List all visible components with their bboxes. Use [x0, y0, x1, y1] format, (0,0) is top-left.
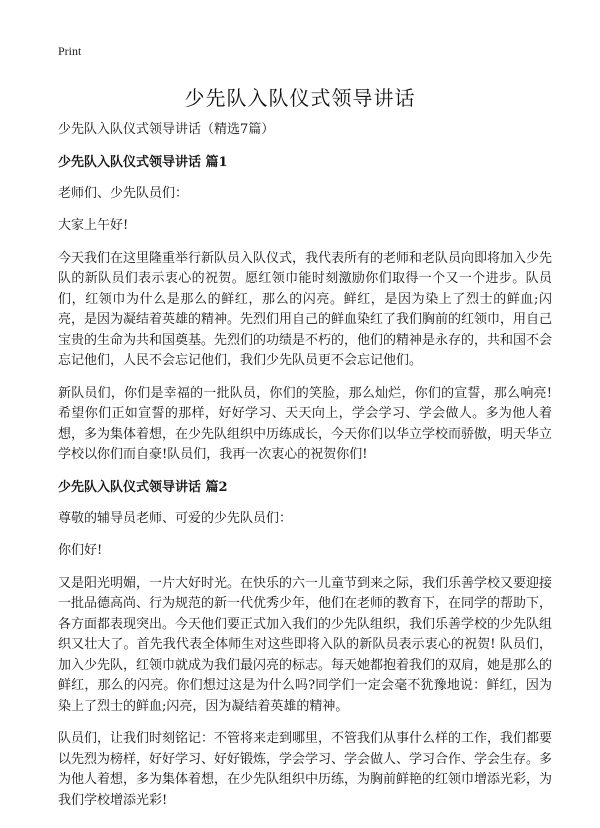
section-1-salutation: 大家上午好! [58, 218, 129, 233]
section-heading-2: 少先队入队仪式领导讲话 篇2 [58, 479, 228, 495]
section-1-paragraph-1: 今天我们在这里隆重举行新队员入队仪式，我代表所有的老师和老队员向即将加入少先队的新队员们表示衷心的祝贺。愿红领巾能时刻激励你们取得一个又一个进步。队员们，红领巾为什么是那么的鲜红，那么的闪亮。鲜红，是因为染上了烈士的鲜血;闪亮，是因为凝结着英雄的精神。先烈们用自己的鲜血染红了我们胸前的红领巾，用自己宝贵的生命为共和国奠基。先烈们的功绩是不朽的，他们的精神是永存的，共和国不会忘记他们，人民不会忘记他们，我们少先队员更不会忘记他们。 [58, 250, 553, 368]
section-1-greeting: 老师们、少先队员们： [58, 185, 189, 201]
print-label[interactable]: Print [58, 44, 82, 58]
section-2-paragraph-1: 又是阳光明媚，一片大好时光。在快乐的六一儿童节到来之际，我们乐善学校又要迎接一批品德高尚、行为规范的新一代优秀少年，他们在老师的教育下，在同学的帮助下，各方面都表现突出。今天他们要正式加入我们的少先队组织，我们乐善学校的少先队组织又壮大了。首先我代表全体师生对这些即将入队的新队员表示衷心的祝贺! 队员们，加入少先队，红领巾就成为我们最闪亮的标志。每天她都抱着我们的双肩，她是那么的鲜红，那么的闪亮。你们想过这是为什么吗?同学们一定会毫不犹豫地说：鲜红，因为染上了烈士的鲜血;闪亮，因为凝结着英雄的精神。 [58, 575, 553, 714]
section-2-paragraph-2: 队员们，让我们时刻铭记：不管将来走到哪里，不管我们从事什么样的工作，我们都要以先烈为榜样，好好学习、好好锻炼，学会学习、学会做人、学习合作、学会生存。多为他人着想，多为集体着想，在少先队组织中历练，为胸前鲜艳的红领巾增添光彩，为我们学校增添光彩! [58, 731, 553, 808]
document-title: 少先队入队仪式领导讲话 [184, 86, 416, 110]
section-2-greeting: 尊敬的辅导员老师、可爱的少先队员们： [58, 510, 293, 526]
section-heading-1: 少先队入队仪式领导讲话 篇1 [58, 154, 228, 170]
section-1-paragraph-2: 新队员们，你们是幸福的一批队员，你们的笑脸，那么灿烂，你们的宣誓，那么响亮!希望你们正如宣誓的那样，好好学习、天天向上，学会学习、学会做人。多为他人着想，多为集体着想，在少先队组织中历练成长，今天你们以华立学校而骄傲，明天华立学校以你们而自豪!队员们，我再一次衷心的祝贺你们! [58, 385, 553, 462]
section-2-salutation: 你们好! [58, 543, 103, 558]
document-subtitle: 少先队入队仪式领导讲话（精选7篇） [58, 122, 275, 137]
document-body [58, 120, 552, 823]
